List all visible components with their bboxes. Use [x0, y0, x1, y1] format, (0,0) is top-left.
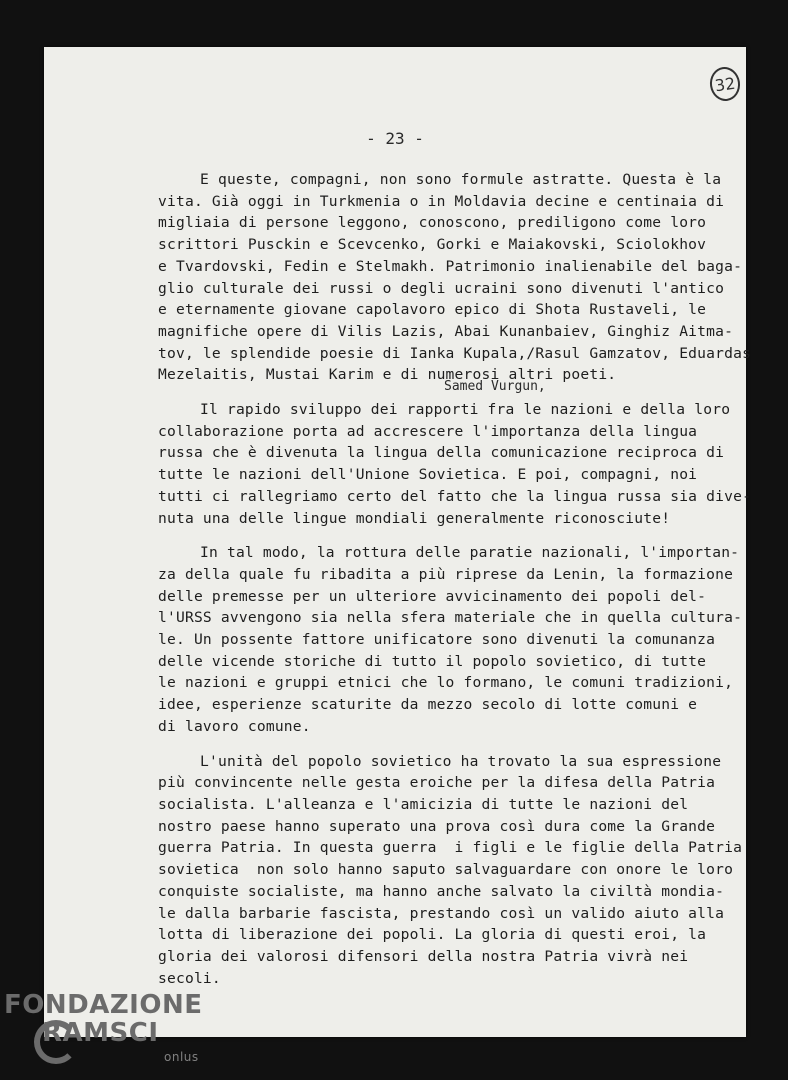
text-line: In tal modo, la rottura delle paratie nazionali, l'importan-	[200, 544, 740, 562]
text-line: za della quale fu ribadita a più riprese da Lenin, la formazione	[158, 565, 734, 583]
text-line: sovietica non solo hanno saputo salvaguardare con onore le loro	[158, 861, 734, 879]
text-line: vita. Già oggi in Turkmenia o in Moldavia decine e centinaia di	[158, 192, 725, 210]
text-line: lotta di liberazione dei popoli. La gloria di questi eroi, la	[158, 926, 707, 944]
watermark-line-1: FONDAZIONE	[4, 990, 203, 1020]
text-line: Il rapido sviluppo dei rapporti fra le nazioni e della loro	[200, 401, 731, 419]
text-line: nostro paese hanno superato una prova così dura come la Grande	[158, 817, 716, 835]
text-line: guerra Patria. In questa guerra i figli e le figlie della Patria	[158, 839, 743, 857]
text-line: tov, le splendide poesie di Ianka Kupala,/Rasul Gamzatov, Eduardas	[158, 344, 752, 362]
text-line: L'unità del popolo sovietico ha trovato la sua espressione	[200, 752, 722, 770]
text-line: tutti ci rallegriamo certo del fatto che la lingua russa sia dive-	[158, 487, 752, 505]
text-line: glio culturale dei russi o degli ucraini sono divenuti l'antico	[158, 279, 725, 297]
archive-number-stamp: 32	[708, 65, 742, 103]
paragraph-3	[158, 542, 743, 737]
text-line: idee, esperienze scaturite da mezzo secolo di lotte comuni e	[158, 696, 698, 714]
text-line: secoli.	[158, 969, 221, 987]
text-line: magnifiche opere di Vilis Lazis, Abai Kunanbaiev, Ginghiz Aitma-	[158, 322, 734, 340]
text-line: e Tvardovski, Fedin e Stelmakh. Patrimonio inalienabile del baga-	[158, 257, 743, 275]
text-line: delle premesse per un ulteriore avvicinamento dei popoli del-	[158, 587, 707, 605]
page-number: - 23 -	[366, 129, 424, 148]
text-line: migliaia di persone leggono, conoscono, prediligono come loro	[158, 214, 707, 232]
text-line: gloria dei valorosi difensori della nostra Patria vivrà nei	[158, 947, 689, 965]
text-line: nuta una delle lingue mondiali generalmente riconosciute!	[158, 509, 671, 527]
text-line: le. Un possente fattore unificatore sono divenuti la comunanza	[158, 631, 716, 649]
text-line: di lavoro comune.	[158, 717, 311, 735]
document-page	[44, 47, 752, 1037]
watermark-line-3: onlus	[164, 1050, 199, 1064]
paragraph-4	[158, 751, 743, 990]
document-body	[158, 169, 752, 1002]
text-line: russa che è divenuta la lingua della comunicazione reciproca di	[158, 444, 725, 462]
typed-insertion: Samed Vurgun,	[444, 379, 546, 394]
text-line: più convincente nelle gesta eroiche per la difesa della Patria	[158, 774, 716, 792]
text-line: socialista. L'alleanza e l'amicizia di tutte le nazioni del	[158, 795, 689, 813]
text-line: scrittori Pusckin e Scevcenko, Gorki e Maiakovski, Sciolokhov	[158, 236, 707, 254]
text-line: l'URSS avvengono sia nella sfera materiale che in quella cultura-	[158, 609, 743, 627]
text-line: e eternamente giovane capolavoro epico di Shota Rustaveli, le	[158, 301, 707, 319]
text-line: le nazioni e gruppi etnici che lo formano, le comuni tradizioni,	[158, 674, 734, 692]
text-line: E queste, compagni, non sono formule astratte. Questa è la	[200, 171, 722, 188]
text-line: le dalla barbarie fascista, prestando così un valido aiuto alla	[158, 904, 725, 922]
text-line: collaborazione porta ad accrescere l'importanza della lingua	[158, 422, 698, 440]
text-line: Mezelaitis, Mustai Karim e di numerosi altri poeti.	[158, 366, 617, 384]
text-line: conquiste socialiste, ma hanno anche salvato la civiltà mondia-	[158, 882, 725, 900]
watermark-line-2: RAMSCI	[42, 1018, 159, 1048]
text-line: tutte le nazioni dell'Unione Sovietica. E poi, compagni, noi	[158, 466, 698, 484]
paragraph-1	[158, 169, 752, 386]
text-line: delle vicende storiche di tutto il popolo sovietico, di tutte	[158, 652, 707, 670]
fondazione-gramsci-watermark	[4, 990, 203, 1064]
paragraph-2	[158, 399, 752, 529]
